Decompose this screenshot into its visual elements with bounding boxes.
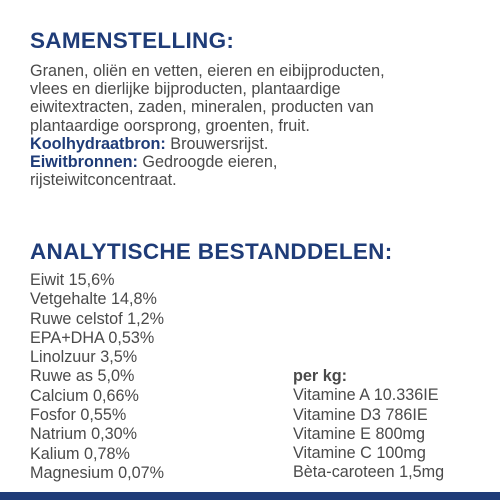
nutrient-item: EPA+DHA 0,53% xyxy=(30,328,155,347)
composition-text xyxy=(30,62,475,189)
nutrient-item: Fosfor 0,55% xyxy=(30,406,127,425)
composition-heading: SAMENSTELLING: xyxy=(30,28,235,53)
analytical-heading: ANALYTISCHE BESTANDDELEN: xyxy=(30,239,393,264)
nutrient-item: Magnesium 0,07% xyxy=(30,463,165,482)
carbohydrate-source-label: Koolhydraatbron: xyxy=(30,134,166,153)
nutrient-item: Calcium 0,66% xyxy=(30,386,139,405)
bottom-accent-bar xyxy=(0,492,500,500)
protein-source-continued: rijsteiwitconcentraat. xyxy=(30,171,177,190)
nutrient-item: Kalium 0,78% xyxy=(30,444,130,463)
nutrient-item: Ruwe as 5,0% xyxy=(30,367,135,386)
vitamin-item: Vitamine D3 786IE xyxy=(293,405,428,424)
vitamin-list xyxy=(293,367,444,483)
ingredient-line: Granen, oliën en vetten, eieren en eibijproducten, xyxy=(30,62,385,80)
nutrient-item: Natrium 0,30% xyxy=(30,425,138,444)
ingredient-line: vlees en dierlijke bijproducten, plantaardige xyxy=(30,80,341,99)
ingredient-line: eiwitextracten, zaden, mineralen, producten van xyxy=(30,98,374,117)
nutrient-list xyxy=(30,271,164,483)
carbohydrate-source-value: Brouwersrijst. xyxy=(165,134,269,153)
vitamin-item: Bèta-caroteen 1,5mg xyxy=(293,463,445,482)
nutrient-item: Eiwit 15,6% xyxy=(30,271,115,289)
carbohydrate-source xyxy=(30,135,475,153)
protein-source-label: Eiwitbronnen: xyxy=(30,153,138,172)
protein-source xyxy=(30,153,475,171)
vitamin-item: Vitamine A 10.336IE xyxy=(293,386,439,405)
vitamin-item: Vitamine C 100mg xyxy=(293,444,426,463)
ingredient-line: plantaardige oorsprong, groenten, fruit. xyxy=(30,116,310,135)
nutrient-item: Vetgehalte 14,8% xyxy=(30,290,157,309)
nutrient-item: Linolzuur 3,5% xyxy=(30,348,138,367)
nutrient-item: Ruwe celstof 1,2% xyxy=(30,309,165,328)
per-kg-label: per kg: xyxy=(293,367,347,385)
vitamin-item: Vitamine E 800mg xyxy=(293,424,425,443)
protein-source-value: Gedroogde eieren, xyxy=(137,153,278,172)
